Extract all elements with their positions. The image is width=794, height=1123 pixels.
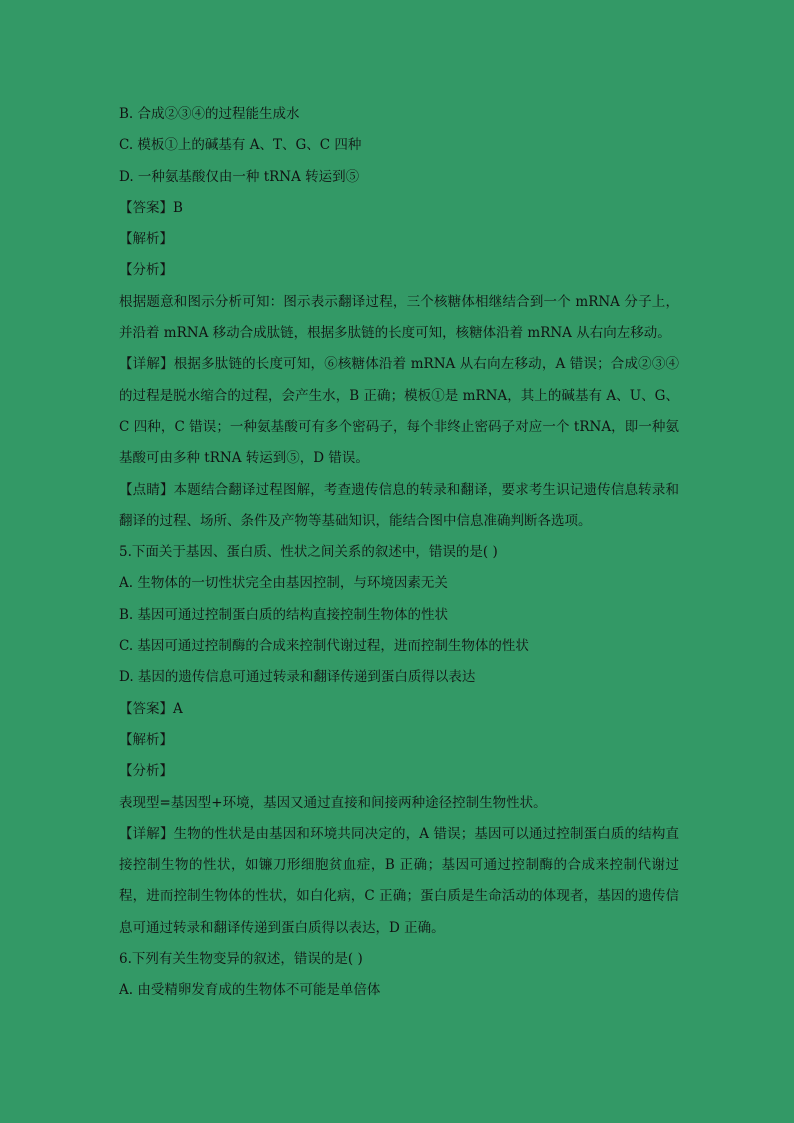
q5-option-a: A. 生物体的一切性状完全由基因控制，与环境因素无关 <box>119 575 448 592</box>
q5-option-d: D. 基因的遗传信息可通过转录和翻译传递到蛋白质得以表达 <box>119 669 476 686</box>
q5-answer: 【答案】A <box>119 700 183 717</box>
q4-comment-text: 【点睛】本题结合翻译过程图解，考查遗传信息的转录和翻译，要求考生识记遗传信息转录和翻译的过程、场所、条件及产物等基础知识，能结合图中信息准确判断各选项。 <box>119 481 679 529</box>
q4-detail-text: 【详解】根据多肽链的长度可知，⑥核糖体沿着 mRNA 从右向左移动，A 错误；合成②③④的过程是脱水缩合的过程，会产生水，B 正确；模板①是 mRNA，其上的碱基有 A、U、G、C 四种，C 错误；一种氨基酸可有多个密码子，每个非终止密码子对应一个 tRNA，即一种氨基酸可由多种 tRNA 转运到⑤，D 错误。 <box>119 356 679 467</box>
q5-fenxi-heading: 【分析】 <box>119 763 173 780</box>
q6-option-a: A. 由受精卵发育成的生物体不可能是单倍体 <box>119 982 381 999</box>
q4-option-b: B. 合成②③④的过程能生成水 <box>119 106 300 122</box>
q4-option-d: D. 一种氨基酸仅由一种 tRNA 转运到⑤ <box>119 168 360 185</box>
q5-option-b: B. 基因可通过控制蛋白质的结构直接控制生物体的性状 <box>119 606 449 623</box>
document-body <box>119 99 679 1007</box>
q5-detail-text: 【详解】生物的性状是由基因和环境共同决定的，A 错误；基因可以通过控制蛋白质的结构直接控制生物的性状，如镰刀形细胞贫血症，B 正确；基因可通过控制酶的合成来控制代谢过程，进而控制生物体的性状，如白化病，C 正确；蛋白质是生命活动的体现者，基因的遗传信息可通过转录和翻译传递到蛋白质得以表达，D 正确。 <box>119 825 679 936</box>
q4-fenxi-heading: 【分析】 <box>119 262 173 279</box>
q4-analysis-heading: 【解析】 <box>119 231 173 248</box>
q5-fenxi-text: 表现型=基因型+环境，基因又通过直接和间接两种途径控制生物性状。 <box>119 794 547 811</box>
q5-stem: 5.下面关于基因、蛋白质、性状之间关系的叙述中，错误的是( ) <box>119 544 498 561</box>
q5-option-c: C. 基因可通过控制酶的合成来控制代谢过程，进而控制生物体的性状 <box>119 638 529 655</box>
q6-stem: 6.下列有关生物变异的叙述，错误的是( ) <box>119 951 363 968</box>
q5-analysis-heading: 【解析】 <box>119 731 173 748</box>
q4-option-c: C. 模板①上的碱基有 A、T、G、C 四种 <box>119 137 362 154</box>
q4-answer: 【答案】B <box>119 199 183 216</box>
q4-fenxi-text: 根据题意和图示分析可知：图示表示翻译过程，三个核糖体相继结合到一个 mRNA 分子上，并沿着 mRNA 移动合成肽链，根据多肽链的长度可知，核糖体沿着 mRNA 从右向左移动。 <box>119 293 679 342</box>
